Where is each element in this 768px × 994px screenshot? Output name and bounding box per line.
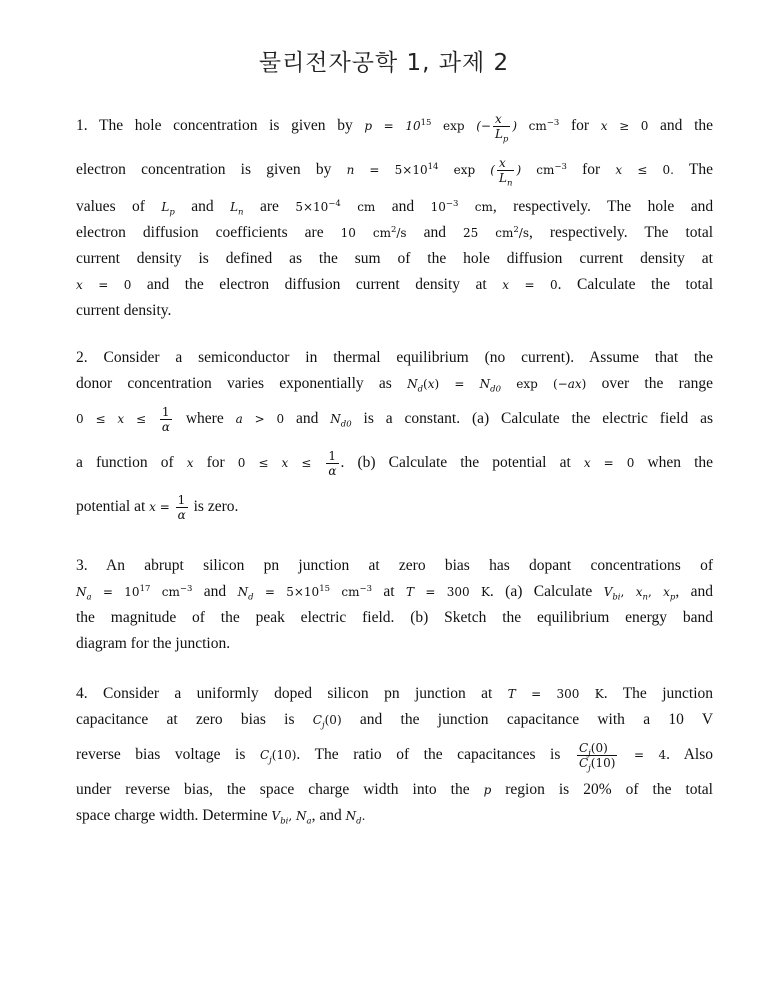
- problem-4-line-5: space charge width. Determine $V_{bi}$, $N_a$, and $N_d$.: [76, 807, 366, 827]
- problem-2-line-3: 0 ≤ x ≤ $\frac{1}{\alpha}$ where a > 0 and $N_{d0}$ is a constant. (a) Calculate the electric field as: [76, 405, 713, 434]
- problem-1-line-5: current density is defined as the sum of the hole diffusion current density at: [76, 250, 713, 267]
- math-hole-concentration: $p = 10^{15}$ exp (− $\frac{x}{L_p}$ ) $cm^{-3}$: [364, 112, 560, 145]
- problem-1-line-2: electron concentration is given by $n = 5\times 10^{14}$ exp ( $\frac{x}{L_n}$ ) $cm^{-3}$ for x ≤ 0. The: [76, 156, 713, 189]
- problem-1-line-6: x = 0 and the electron diffusion current density at x = 0. Calculate the total: [76, 276, 714, 293]
- problem-4-line-3: reverse bias voltage is $C_j(10)$. The ratio of the capacitances is $\frac{C_j(0)}{C_j(10)}$ = 4. Also: [76, 741, 714, 774]
- problem-4-line-4: under reverse bias, the space charge width into the p region is 20% of the total: [76, 781, 713, 798]
- problem-4-line-2: capacitance at zero bias is $C_j(0)$ and the junction capacitance with a 10 V: [76, 711, 714, 731]
- problem-number: 4.: [76, 685, 88, 702]
- problem-number: 3.: [76, 557, 88, 574]
- problem-1-line-7: current density.: [76, 302, 172, 319]
- problem-3-line-4: diagram for the junction.: [76, 635, 231, 652]
- math-donor-profile: $N_d(x) = N_{d0}$ exp (−ax): [407, 377, 587, 395]
- math-ln-value: $10^{-3}$ cm: [430, 199, 493, 214]
- math-capacitance-ratio: $\frac{C_j(0)}{C_j(10)}$ = 4: [578, 741, 667, 774]
- problem-1-line-3: values of $L_p$ and $L_n$ are $5\times 10^{-4}$ cm and $10^{-3}$ cm, respectively. The hole and: [76, 198, 714, 218]
- problem-2-line-4: a function of x for 0 ≤ x ≤ $\frac{1}{\alpha}$ . (b) Calculate the potential at x = 0 when the: [76, 449, 714, 478]
- math-electron-concentration: $n = 5\times 10^{14}$ exp ( $\frac{x}{L_n}$ ) $cm^{-3}$: [346, 156, 567, 189]
- problem-1-line-1: 1. The hole concentration is given by $p = 10^{15}$ exp (− $\frac{x}{L_p}$ ) $cm^{-3}$ for x ≥ 0 and the: [76, 112, 714, 145]
- problem-number: 2.: [76, 349, 88, 366]
- problem-2-line-1: 2. Consider a semiconductor in thermal equilibrium (no current). Assume that the: [76, 349, 713, 366]
- problem-3-line-1: 3. An abrupt silicon pn junction at zero bias has dopant concentrations of: [76, 557, 713, 574]
- document-body: [76, 104, 713, 829]
- problem-4: [76, 681, 713, 829]
- page-title: 물리전자공학 1, 과제 2: [258, 50, 510, 76]
- problem-2-line-2: donor concentration varies exponentially as $N_d(x) = N_{d0}$ exp (−ax) over the range: [76, 375, 714, 395]
- problem-3-line-2: $N_a = 10^{17}$ $cm^{-3}$ and $N_d = 5\times 10^{15}$ $cm^{-3}$ at T = 300 K. (a) Calculate $V_{bi}$, $x_n$, $x_p$, and: [76, 583, 713, 603]
- problem-2: [76, 345, 713, 529]
- problem-3: [76, 553, 713, 657]
- math-lp-value: $5\times 10^{-4}$ cm: [295, 199, 376, 214]
- problem-3-line-3: the magnitude of the peak electric field. (b) Sketch the equilibrium energy band: [76, 609, 713, 626]
- math-x-ge-0: x ≥ 0: [600, 119, 649, 133]
- problem-1: [76, 104, 713, 324]
- problem-1-line-4: electron diffusion coefficients are 10 $cm^2/s$ and 25 $cm^2/s$, respectively. The total: [76, 224, 714, 241]
- math-x-le-0: x ≤ 0.: [615, 163, 674, 177]
- problem-2-line-5: potential at x = $\frac{1}{\alpha}$ is zero.: [76, 493, 239, 522]
- problem-4-line-1: 4. Consider a uniformly doped silicon pn junction at T = 300 K. The junction: [76, 685, 714, 702]
- problem-number: 1.: [76, 117, 88, 134]
